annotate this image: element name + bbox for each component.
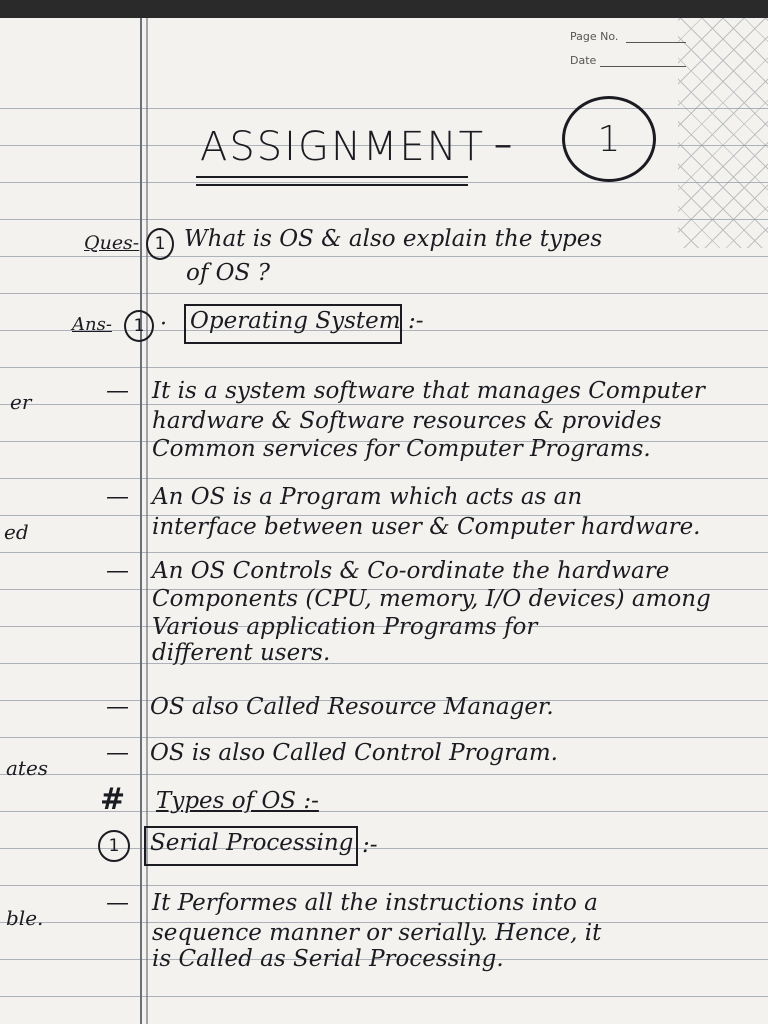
ruled-line xyxy=(0,219,768,220)
ruled-line xyxy=(0,552,768,553)
question-prefix: Ques- xyxy=(84,232,140,254)
adjacent-page-grid xyxy=(678,18,768,248)
margin-line-left xyxy=(140,18,142,1024)
question-number: 1 xyxy=(154,234,166,254)
title-underline-2 xyxy=(196,184,468,186)
ruled-line xyxy=(0,737,768,738)
item-number-circle xyxy=(98,830,130,862)
item-number: 1 xyxy=(108,836,120,856)
bullet-5-line-1: OS is also Called Control Program. xyxy=(150,740,558,766)
ruled-line xyxy=(0,885,768,886)
item-line-3: is Called as Serial Processing. xyxy=(152,946,504,972)
bullet-3-line-3: Various application Programs for xyxy=(152,614,538,640)
page-no-label: Page No. xyxy=(570,30,619,43)
bullet-5-dash: — xyxy=(106,740,129,766)
answer-heading-suffix: :- xyxy=(408,308,424,334)
types-hash: # xyxy=(100,782,126,817)
notebook-page xyxy=(0,18,768,1024)
assignment-number-circle xyxy=(562,96,656,182)
page-title: ASSIGNMENT xyxy=(200,124,485,170)
answer-prefix: Ans- xyxy=(72,314,112,335)
bullet-2-line-1: An OS is a Program which acts as an xyxy=(152,484,583,510)
ruled-line xyxy=(0,182,768,183)
ruled-line xyxy=(0,367,768,368)
question-line-2: of OS ? xyxy=(186,260,270,286)
bullet-2-line-2: interface between user & Computer hardware. xyxy=(152,514,701,540)
answer-number-circle xyxy=(124,310,154,342)
item-dash: — xyxy=(106,890,129,916)
ruled-line xyxy=(0,256,768,257)
date-label: Date xyxy=(570,54,597,67)
bullet-1-line-3: Common services for Computer Programs. xyxy=(152,436,651,462)
margin-fragment-2: ed xyxy=(4,520,29,544)
bullet-2-dash: — xyxy=(106,484,129,510)
answer-heading: Operating System xyxy=(190,308,401,334)
question-line-1: What is OS & also explain the types xyxy=(184,226,603,252)
question-number-circle xyxy=(146,228,174,260)
heading-bullet-dot: · xyxy=(160,312,167,337)
item-line-1: It Performes all the instructions into a xyxy=(152,890,598,916)
ruled-line xyxy=(0,996,768,997)
bullet-3-line-4: different users. xyxy=(152,640,331,666)
bullet-1-line-2: hardware & Software resources & provides xyxy=(152,408,662,434)
date-line xyxy=(600,66,686,67)
assignment-number: 1 xyxy=(597,118,621,160)
margin-fragment-4: ble. xyxy=(6,906,44,930)
item-line-2: sequence manner or serially. Hence, it xyxy=(152,920,602,946)
item-title: Serial Processing xyxy=(150,830,354,856)
types-heading: Types of OS :- xyxy=(156,788,319,814)
title-underline-1 xyxy=(196,176,468,178)
page-no-line xyxy=(626,42,686,43)
bullet-1-dash: — xyxy=(106,378,129,404)
ruled-line xyxy=(0,108,768,109)
ruled-line xyxy=(0,404,768,405)
bullet-4-line-1: OS also Called Resource Manager. xyxy=(150,694,554,720)
bullet-1-line-1: It is a system software that manages Computer xyxy=(152,378,705,404)
margin-fragment-1: er xyxy=(10,390,32,414)
bullet-3-dash: — xyxy=(106,558,129,584)
ruled-line xyxy=(0,478,768,479)
title-dash: – xyxy=(494,124,512,165)
ruled-line xyxy=(0,774,768,775)
ruled-line xyxy=(0,663,768,664)
margin-line-left-2 xyxy=(146,18,148,1024)
margin-fragment-3: ates xyxy=(6,756,49,780)
answer-number: 1 xyxy=(133,316,145,336)
item-title-suffix: :- xyxy=(362,832,378,858)
bullet-4-dash: — xyxy=(106,694,129,720)
ruled-line xyxy=(0,293,768,294)
bullet-3-line-1: An OS Controls & Co-ordinate the hardware xyxy=(152,558,670,584)
bullet-3-line-2: Components (CPU, memory, I/O devices) among xyxy=(152,586,711,612)
